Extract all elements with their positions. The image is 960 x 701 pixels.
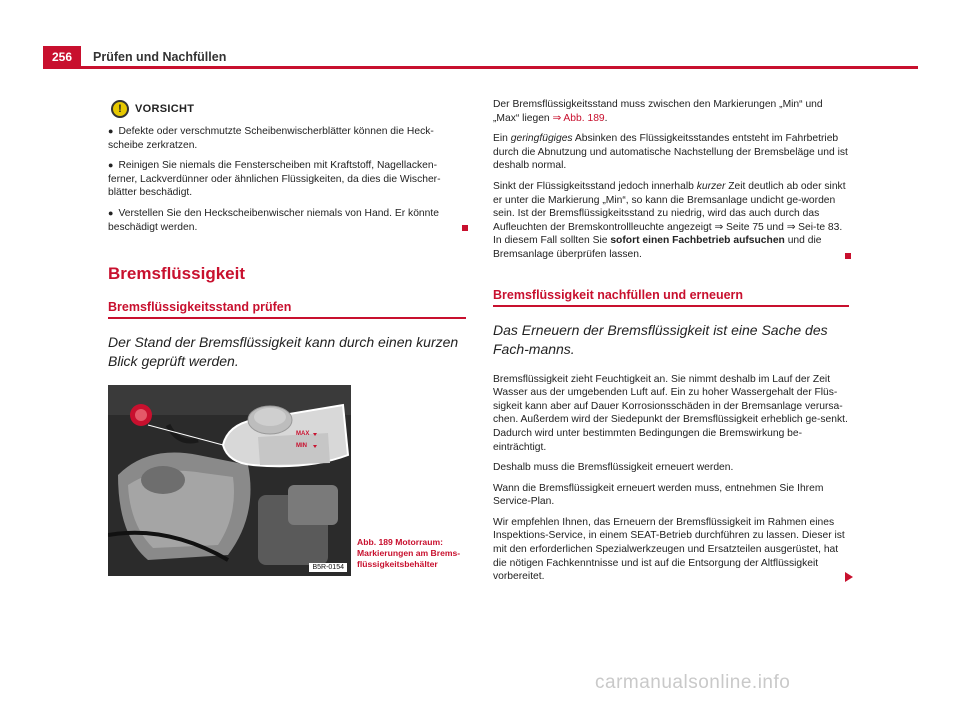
paragraph: Der Bremsflüssigkeitsstand muss zwischen den Markierungen „Min“ und „Max“ liegen ⇒ Abb. 189. — [493, 99, 823, 124]
caution-heading — [108, 100, 466, 118]
subsection-title-check: Bremsflüssigkeitsstand prüfen — [108, 300, 466, 319]
paragraph: Ein geringfügiges Absinken des Flüssigkeitsstandes entsteht im Fahrbetrieb durch die Abnutzung und automatische Nachstellung der Bremsbeläge und ist deshalb normal. — [493, 133, 848, 172]
section-title: Bremsflüssigkeit — [108, 264, 245, 284]
paragraph: Wann die Bremsflüssigkeit erneuert werden muss, entnehmen Sie Ihrem Service-Plan. — [493, 482, 824, 508]
bullet-icon: ● — [108, 126, 114, 136]
continue-arrow-icon — [845, 572, 853, 582]
chapter-title: Prüfen und Nachfüllen — [93, 50, 227, 64]
header-rule — [43, 66, 918, 69]
paragraph: Wir empfehlen Ihnen, das Erneuern der Bremsflüssigkeit im Rahmen eines Inspektions-Service, in einem SEAT-Betrieb durchführen zu lassen. Dieser ist mit den erforderlichen Spezialwerkzeugen und Ersatzteilen ausgerüstet, hat die nötigen Fachkenntnisse und ist auf die Entsorgung der Altflüssigkeit vorbereitet. — [493, 516, 849, 584]
left-column — [108, 100, 466, 576]
bullet-icon: ● — [108, 160, 114, 171]
figure-caption: Abb. 189 Motorraum: Markierungen am Brems-flüssigkeitsbehälter — [357, 537, 461, 570]
caution-item: ● Reinigen Sie niemals die Fensterscheiben mit Kraftstoff, Nagellacken-ferner, Lackverdünner oder ähnlichen Flüssigkeiten, da dies die Wischer-blätter beschädigt. — [108, 160, 441, 199]
subsection-title-refill: Bremsflüssigkeit nachfüllen und erneuern — [493, 288, 849, 307]
caution-title: VORSICHT — [135, 103, 195, 115]
caution-item: ● Verstellen Sie den Heckscheibenwischer niemals von Hand. Er könnte beschädigt werden. — [108, 207, 466, 234]
subsection-lead-refill: Das Erneuern der Bremsflüssigkeit ist eine Sache des Fach-manns. — [493, 321, 828, 357]
bullet-icon: ● — [108, 207, 114, 218]
figure-block — [108, 385, 466, 576]
paragraph: Deshalb muss die Bremsflüssigkeit erneuert werden. — [493, 462, 734, 474]
paragraph: Sinkt der Flüssigkeitsstand jedoch innerhalb kurzer Zeit deutlich ab oder sinkt er unter die Markierung „Min“, so kann die Bremsanlage undicht ge-worden sein. Ist der Bremsflüssigkeitsstand zu niedrig, wird das auch durch das Aufleuchten der Bremskontrollleuchte angezeigt ⇒ Seite 75 und ⇒ Sei-te 83. In diesem Fall sollten Sie sofort einen Fachbetrieb aufsuchen und die Bremsanlage überprüfen lassen. — [493, 180, 849, 262]
caution-item: ● Defekte oder verschmutzte Scheibenwischerblätter können die Heck-scheibe zerkratzen. — [108, 126, 434, 151]
watermark: carmanualsonline.info — [595, 672, 791, 693]
engine-bay-illustration — [108, 385, 351, 576]
end-marker-icon — [462, 225, 468, 231]
right-column — [493, 98, 849, 591]
min-mark-label: MIN — [296, 443, 307, 450]
paragraph: Bremsflüssigkeit zieht Feuchtigkeit an. Sie nimmt deshalb im Lauf der Zeit Wasser aus der umgebenden Luft auf. Ein zu hoher Wassergehalt der Flüs-sigkeit kann aber auf Dauer Korrosionsschäden in der Bremsanlage verursa-chen. Außerdem wird der Siedepunkt der Bremsflüssigkeit erheblich ge-senkt. Dadurch wird unter bestimmten Bedingungen die Bremswirkung be-einträchtigt. — [493, 373, 848, 453]
engine-bay-figure — [108, 385, 351, 576]
figure-ref-link[interactable]: ⇒ Abb. 189 — [552, 112, 605, 124]
page-number: 256 — [43, 46, 81, 68]
warning-icon: ! — [111, 100, 129, 118]
subsection-lead-check: Der Stand der Bremsflüssigkeit kann durch einen kurzen Blick geprüft werden. — [108, 334, 459, 370]
max-mark-label: MAX — [296, 431, 310, 438]
end-marker-icon — [845, 253, 851, 259]
figure-code: B5R-0154 — [309, 563, 347, 572]
